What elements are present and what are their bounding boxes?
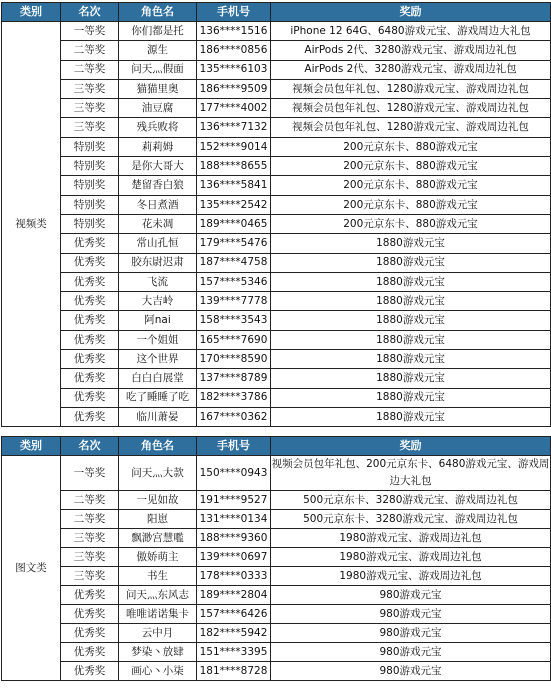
table-row bbox=[2, 79, 551, 98]
phone-cell: 158****3543 bbox=[197, 311, 271, 330]
header-row bbox=[2, 3, 551, 22]
rank-cell: 优秀奖 bbox=[61, 272, 119, 291]
reward-cell: 1880游戏元宝 bbox=[271, 407, 551, 426]
table-row bbox=[2, 292, 551, 311]
reward-cell: AirPods 2代、3280游戏元宝、游戏周边礼包 bbox=[271, 41, 551, 60]
name-cell: 这个世界 bbox=[119, 350, 197, 369]
name-cell: 油豆腐 bbox=[119, 99, 197, 118]
name-cell: 唯唯诺诺集卡 bbox=[119, 605, 197, 624]
phone-cell: 139****0697 bbox=[197, 548, 271, 567]
table-row bbox=[2, 253, 551, 272]
table-row bbox=[2, 60, 551, 79]
name-cell: 胶东尉迟肃 bbox=[119, 253, 197, 272]
name-cell: 阳崽 bbox=[119, 510, 197, 529]
table-row bbox=[2, 662, 551, 681]
phone-cell: 189****2804 bbox=[197, 586, 271, 605]
rank-cell: 优秀奖 bbox=[61, 330, 119, 349]
reward-cell: 1980游戏元宝、游戏周边礼包 bbox=[271, 529, 551, 548]
category-cell: 图文类 bbox=[2, 456, 61, 681]
rank-cell: 二等奖 bbox=[61, 60, 119, 79]
reward-cell: 980游戏元宝 bbox=[271, 624, 551, 643]
name-cell: 莉莉姆 bbox=[119, 137, 197, 156]
name-cell: 猫猫里奥 bbox=[119, 79, 197, 98]
reward-cell: 200元京东卡、880游戏元宝 bbox=[271, 214, 551, 233]
category-cell: 视频类 bbox=[2, 22, 61, 427]
name-cell: 大吉岭 bbox=[119, 292, 197, 311]
phone-cell: 137****8789 bbox=[197, 369, 271, 388]
rank-cell: 特别奖 bbox=[61, 195, 119, 214]
phone-cell: 135****6103 bbox=[197, 60, 271, 79]
table-row bbox=[2, 350, 551, 369]
rank-cell: 二等奖 bbox=[61, 491, 119, 510]
name-cell: 一见如故 bbox=[119, 491, 197, 510]
rank-cell: 优秀奖 bbox=[61, 350, 119, 369]
rank-cell: 优秀奖 bbox=[61, 407, 119, 426]
table-row bbox=[2, 157, 551, 176]
rank-cell: 三等奖 bbox=[61, 548, 119, 567]
rank-cell: 优秀奖 bbox=[61, 605, 119, 624]
phone-cell: 167****0362 bbox=[197, 407, 271, 426]
reward-cell: 1880游戏元宝 bbox=[271, 234, 551, 253]
name-cell: 书生 bbox=[119, 567, 197, 586]
name-cell: 梦染丶放肆 bbox=[119, 643, 197, 662]
rank-cell: 特别奖 bbox=[61, 157, 119, 176]
phone-cell: 165****7690 bbox=[197, 330, 271, 349]
phone-cell: 151****3395 bbox=[197, 643, 271, 662]
table-row bbox=[2, 195, 551, 214]
reward-cell: 视频会员包年礼包、1280游戏元宝、游戏周边礼包 bbox=[271, 99, 551, 118]
reward-cell: 200元京东卡、880游戏元宝 bbox=[271, 176, 551, 195]
phone-cell: 135****2542 bbox=[197, 195, 271, 214]
reward-cell: iPhone 12 64G、6480游戏元宝、游戏周边大礼包 bbox=[271, 22, 551, 41]
reward-cell: 视频会员包年礼包、1280游戏元宝、游戏周边礼包 bbox=[271, 79, 551, 98]
header-reward: 奖励 bbox=[271, 3, 551, 22]
reward-cell: 1880游戏元宝 bbox=[271, 369, 551, 388]
name-cell: 飞流 bbox=[119, 272, 197, 291]
reward-cell: 1880游戏元宝 bbox=[271, 388, 551, 407]
name-cell: 楚留香白狼 bbox=[119, 176, 197, 195]
reward-cell: 视频会员包年礼包、200元京东卡、6480游戏元宝、游戏周边大礼包 bbox=[271, 456, 551, 491]
name-cell: 阿nai bbox=[119, 311, 197, 330]
rank-cell: 特别奖 bbox=[61, 214, 119, 233]
header-reward: 奖励 bbox=[271, 437, 551, 456]
phone-cell: 182****5942 bbox=[197, 624, 271, 643]
rank-cell: 特别奖 bbox=[61, 176, 119, 195]
name-cell: 问天灬假面 bbox=[119, 60, 197, 79]
table-row bbox=[2, 22, 551, 41]
phone-cell: 179****5476 bbox=[197, 234, 271, 253]
rank-cell: 三等奖 bbox=[61, 567, 119, 586]
table-row bbox=[2, 529, 551, 548]
table-row bbox=[2, 234, 551, 253]
rank-cell: 二等奖 bbox=[61, 41, 119, 60]
name-cell: 源生 bbox=[119, 41, 197, 60]
reward-cell: 1880游戏元宝 bbox=[271, 350, 551, 369]
table-row bbox=[2, 176, 551, 195]
rank-cell: 一等奖 bbox=[61, 22, 119, 41]
rank-cell: 优秀奖 bbox=[61, 624, 119, 643]
header-rank: 名次 bbox=[61, 437, 119, 456]
table-row bbox=[2, 624, 551, 643]
phone-cell: 187****4758 bbox=[197, 253, 271, 272]
rank-cell: 三等奖 bbox=[61, 99, 119, 118]
table-row bbox=[2, 491, 551, 510]
table-row bbox=[2, 407, 551, 426]
table-row bbox=[2, 311, 551, 330]
rank-cell: 优秀奖 bbox=[61, 292, 119, 311]
name-cell: 问天灬东风志 bbox=[119, 586, 197, 605]
reward-cell: 980游戏元宝 bbox=[271, 643, 551, 662]
table-row bbox=[2, 456, 551, 491]
table-row bbox=[2, 548, 551, 567]
header-name: 角色名 bbox=[119, 437, 197, 456]
table-row bbox=[2, 605, 551, 624]
phone-cell: 150****0943 bbox=[197, 456, 271, 491]
name-cell: 傲娇萌主 bbox=[119, 548, 197, 567]
reward-cell: 200元京东卡、880游戏元宝 bbox=[271, 157, 551, 176]
phone-cell: 136****7132 bbox=[197, 118, 271, 137]
reward-cell: 500元京东卡、3280游戏元宝、游戏周边礼包 bbox=[271, 510, 551, 529]
table-row bbox=[2, 567, 551, 586]
table-row bbox=[2, 41, 551, 60]
phone-cell: 136****1516 bbox=[197, 22, 271, 41]
reward-cell: 980游戏元宝 bbox=[271, 662, 551, 681]
reward-cell: 980游戏元宝 bbox=[271, 586, 551, 605]
rank-cell: 优秀奖 bbox=[61, 586, 119, 605]
name-cell: 云中月 bbox=[119, 624, 197, 643]
header-name: 角色名 bbox=[119, 3, 197, 22]
table-row bbox=[2, 99, 551, 118]
phone-cell: 170****8590 bbox=[197, 350, 271, 369]
table-row bbox=[2, 118, 551, 137]
reward-cell: 1880游戏元宝 bbox=[271, 330, 551, 349]
name-cell: 花未凋 bbox=[119, 214, 197, 233]
name-cell: 临川萧晏 bbox=[119, 407, 197, 426]
phone-cell: 186****9509 bbox=[197, 79, 271, 98]
rank-cell: 优秀奖 bbox=[61, 369, 119, 388]
reward-cell: 1880游戏元宝 bbox=[271, 253, 551, 272]
rank-cell: 一等奖 bbox=[61, 456, 119, 491]
table-row bbox=[2, 643, 551, 662]
phone-cell: 131****0134 bbox=[197, 510, 271, 529]
rank-cell: 三等奖 bbox=[61, 529, 119, 548]
table-row bbox=[2, 137, 551, 156]
name-cell: 白白白展堂 bbox=[119, 369, 197, 388]
phone-cell: 182****3786 bbox=[197, 388, 271, 407]
phone-cell: 157****5346 bbox=[197, 272, 271, 291]
rank-cell: 优秀奖 bbox=[61, 662, 119, 681]
name-cell: 飘渺宫慧嚂 bbox=[119, 529, 197, 548]
rank-cell: 三等奖 bbox=[61, 118, 119, 137]
name-cell: 问天灬大款 bbox=[119, 456, 197, 491]
rank-cell: 优秀奖 bbox=[61, 234, 119, 253]
reward-cell: 1880游戏元宝 bbox=[271, 311, 551, 330]
phone-cell: 136****5841 bbox=[197, 176, 271, 195]
phone-cell: 139****7778 bbox=[197, 292, 271, 311]
rank-cell: 优秀奖 bbox=[61, 311, 119, 330]
header-category: 类别 bbox=[2, 3, 61, 22]
table-row bbox=[2, 388, 551, 407]
winners-table-2 bbox=[1, 436, 551, 681]
reward-cell: 1980游戏元宝、游戏周边礼包 bbox=[271, 567, 551, 586]
header-row bbox=[2, 437, 551, 456]
phone-cell: 181****8728 bbox=[197, 662, 271, 681]
phone-cell: 186****0856 bbox=[197, 41, 271, 60]
reward-cell: 200元京东卡、880游戏元宝 bbox=[271, 195, 551, 214]
phone-cell: 189****0465 bbox=[197, 214, 271, 233]
winners-table-1 bbox=[1, 2, 551, 427]
reward-cell: 500元京东卡、3280游戏元宝、游戏周边礼包 bbox=[271, 491, 551, 510]
header-category: 类别 bbox=[2, 437, 61, 456]
table-row bbox=[2, 369, 551, 388]
header-rank: 名次 bbox=[61, 3, 119, 22]
rank-cell: 优秀奖 bbox=[61, 643, 119, 662]
reward-cell: 1880游戏元宝 bbox=[271, 292, 551, 311]
phone-cell: 177****4002 bbox=[197, 99, 271, 118]
rank-cell: 特别奖 bbox=[61, 137, 119, 156]
reward-cell: 1880游戏元宝 bbox=[271, 272, 551, 291]
name-cell: 吃了睡睡了吃 bbox=[119, 388, 197, 407]
name-cell: 画心丶小柒 bbox=[119, 662, 197, 681]
name-cell: 常山孔恒 bbox=[119, 234, 197, 253]
reward-cell: 视频会员包年礼包、1280游戏元宝、游戏周边礼包 bbox=[271, 118, 551, 137]
table-row bbox=[2, 330, 551, 349]
table-row bbox=[2, 510, 551, 529]
phone-cell: 188****8655 bbox=[197, 157, 271, 176]
phone-cell: 191****9527 bbox=[197, 491, 271, 510]
rank-cell: 三等奖 bbox=[61, 79, 119, 98]
reward-cell: AirPods 2代、3280游戏元宝、游戏周边礼包 bbox=[271, 60, 551, 79]
rank-cell: 二等奖 bbox=[61, 510, 119, 529]
reward-cell: 200元京东卡、880游戏元宝 bbox=[271, 137, 551, 156]
table-row bbox=[2, 272, 551, 291]
name-cell: 是你大哥大 bbox=[119, 157, 197, 176]
reward-cell: 980游戏元宝 bbox=[271, 605, 551, 624]
rank-cell: 优秀奖 bbox=[61, 253, 119, 272]
rank-cell: 优秀奖 bbox=[61, 388, 119, 407]
phone-cell: 157****6426 bbox=[197, 605, 271, 624]
header-phone: 手机号 bbox=[197, 437, 271, 456]
name-cell: 冬日煮酒 bbox=[119, 195, 197, 214]
name-cell: 一个姐姐 bbox=[119, 330, 197, 349]
phone-cell: 152****9014 bbox=[197, 137, 271, 156]
phone-cell: 188****9360 bbox=[197, 529, 271, 548]
table-row bbox=[2, 214, 551, 233]
phone-cell: 178****0333 bbox=[197, 567, 271, 586]
table-row bbox=[2, 586, 551, 605]
reward-cell: 1980游戏元宝、游戏周边礼包 bbox=[271, 548, 551, 567]
name-cell: 你们都是托 bbox=[119, 22, 197, 41]
name-cell: 残兵败将 bbox=[119, 118, 197, 137]
header-phone: 手机号 bbox=[197, 3, 271, 22]
